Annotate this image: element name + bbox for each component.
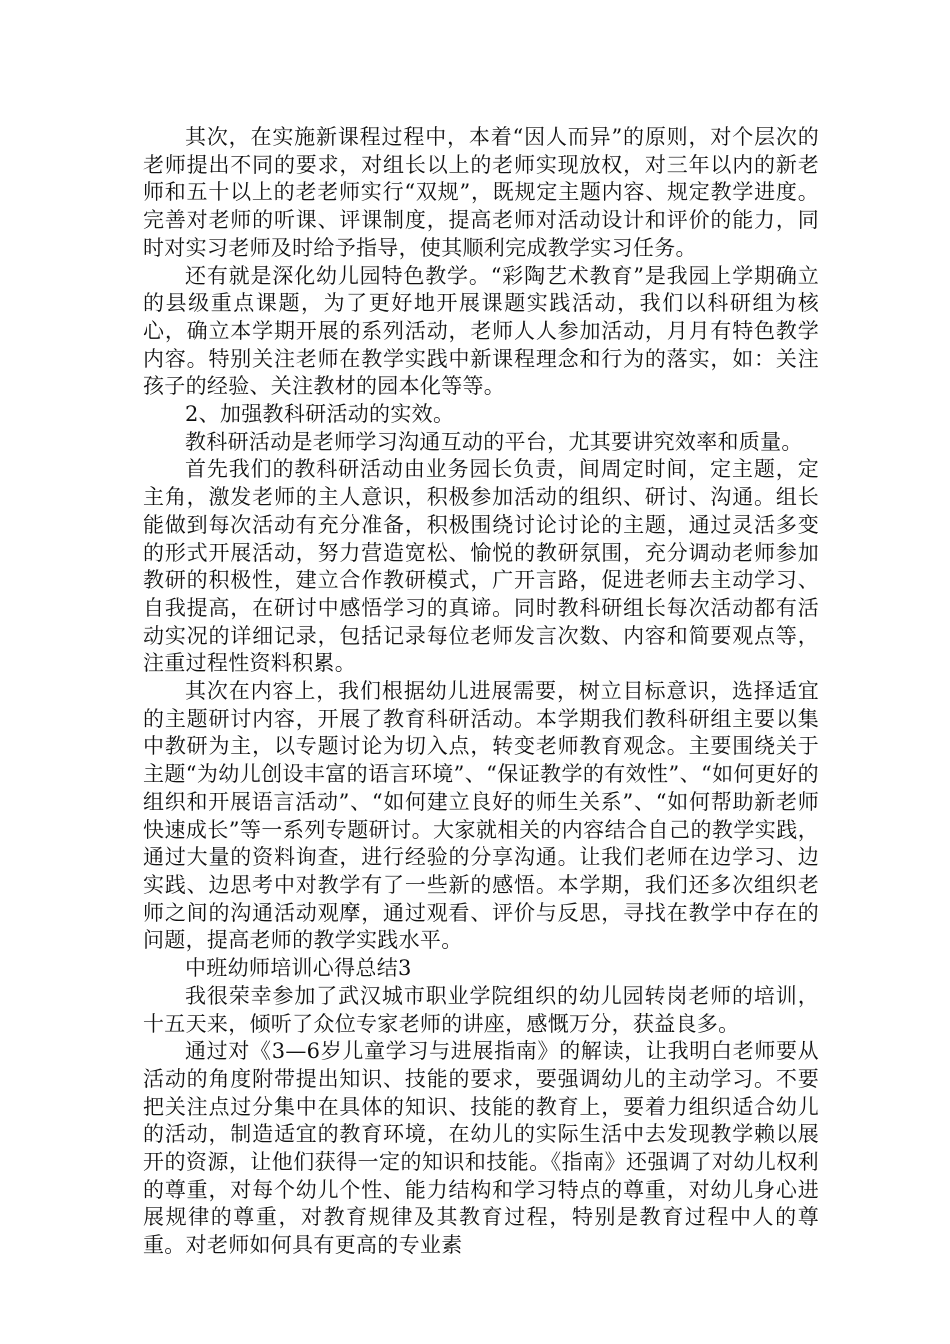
paragraph-4: 首先我们的教科研活动由业务园长负责，间周定时间，定主题，定主角，激发老师的主人意识，积极参加活动的组织、研讨、沟通。组长能做到每次活动有充分准备，积极围绕讨论讨论的主题，通过灵活多变的形式开展活动，努力营造宽松、愉悦的教研氛围，充分调动老师参加教研的积极性，建立合作教研模式，广开言路，促进老师去主动学习、自我提高，在研讨中感悟学习的真谛。同时教科研组长每次活动都有活动实况的详细记录，包括记录每位老师发言次数、内容和简要观点等，注重过程性资料积累。 [143,457,819,676]
paragraph-6: 我很荣幸参加了武汉城市职业学院组织的幼儿园转岗老师的培训，十五天来，倾听了众位专家老师的讲座，感慨万分，获益良多。 [143,983,819,1036]
document-body [143,124,819,1260]
section-heading-2: 2、加强教科研活动的实效。 [185,402,455,427]
section-title-3: 中班幼师培训心得总结3 [185,956,412,981]
paragraph-2: 还有就是深化幼儿园特色教学。“彩陶艺术教育”是我园上学期确立的县级重点课题，为了更好地开展课题实践活动，我们以科研组为核心，确立本学期开展的系列活动，老师人人参加活动，月月有特色教学内容。特别关注老师在教学实践中新课程理念和行为的落实，如：关注孩子的经验、关注教材的园本化等等。 [143,263,819,399]
paragraph-3: 教科研活动是老师学习沟通互动的平台，尤其要讲究效率和质量。 [185,429,803,454]
paragraph-5: 其次在内容上，我们根据幼儿进展需要，树立目标意识，选择适宜的主题研讨内容，开展了教育科研活动。本学期我们教科研组主要以集中教研为主，以专题讨论为切入点，转变老师教育观念。主要围绕关于主题“为幼儿创设丰富的语言环境”、“保证教学的有效性”、“如何更好的组织和开展语言活动”、“如何建立良好的师生关系”、“如何帮助新老师快速成长”等一系列专题研讨。大家就相关的内容结合自己的教学实践，通过大量的资料询查，进行经验的分享沟通。让我们老师在边学习、边实践、边思考中对教学有了一些新的感悟。本学期，我们还多次组织老师之间的沟通活动观摩，通过观看、评价与反思，寻找在教学中存在的问题，提高老师的教学实践水平。 [143,679,819,953]
paragraph-1: 其次，在实施新课程过程中，本着“因人而异”的原则，对个层次的老师提出不同的要求，对组长以上的老师实现放权，对三年以内的新老师和五十以上的老老师实行“双规”，既规定主题内容、规定教学进度。完善对老师的听课、评课制度，提高老师对活动设计和评价的能力，同时对实习老师及时给予指导，使其顺利完成教学实习任务。 [143,125,819,260]
paragraph-7: 通过对《3—6岁儿童学习与进展指南》的解读，让我明白老师要从活动的角度附带提出知识、技能的要求，要强调幼儿的主动学习。不要把关注点过分集中在具体的知识、技能的教育上，要着力组织适合幼儿的活动，制造适宜的教育环境，在幼儿的实际生活中去发现教学赖以展开的资源，让他们获得一定的知识和技能。《指南》还强调了对幼儿权利的尊重，对每个幼儿个性、能力结构和学习特点的尊重，对幼儿身心进展规律的尊重，对教育规律及其教育过程，特别是教育过程中人的尊重。对老师如何具有更高的专业素 [143,1039,819,1258]
